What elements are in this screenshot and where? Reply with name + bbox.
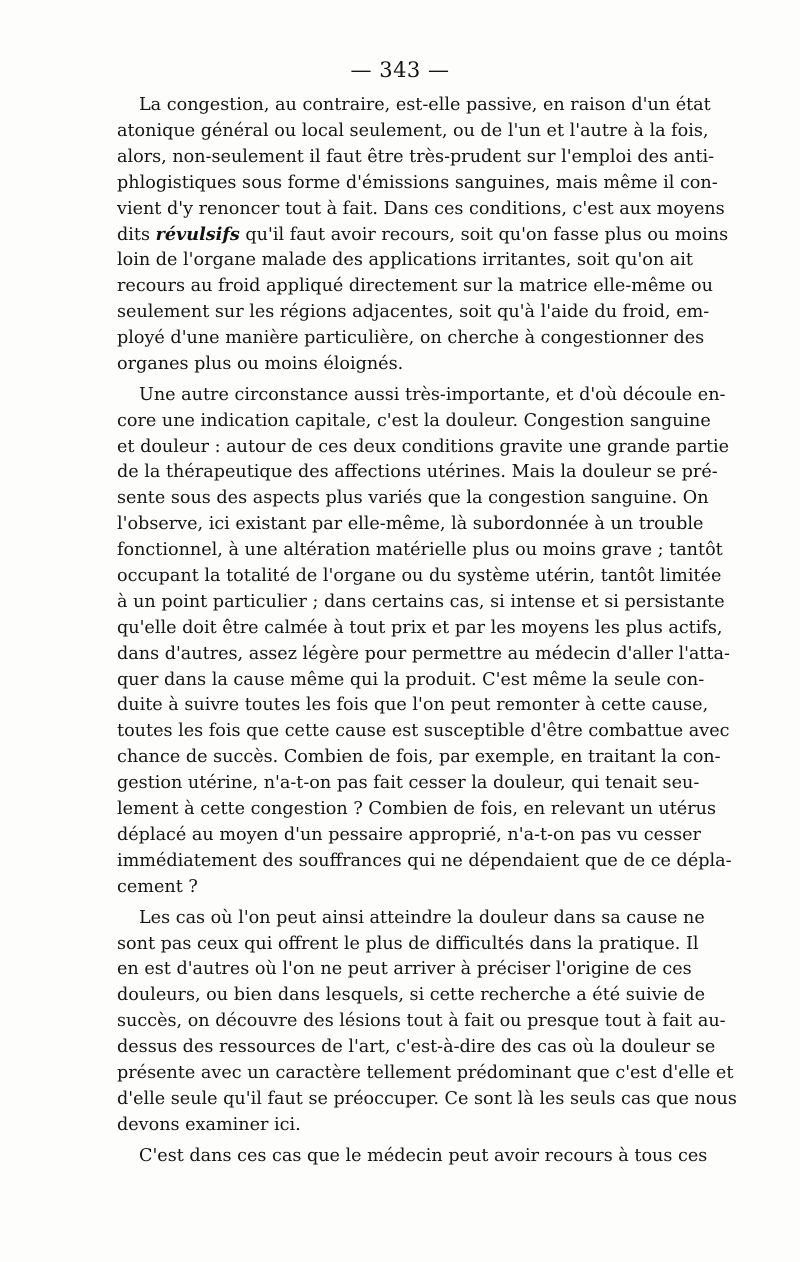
text-line: immédiatement des souffrances qui ne dépendaient que de ce dépla-	[117, 850, 732, 871]
text-line: duite à suivre toutes les fois que l'on peut remonter à cette cause,	[117, 695, 709, 716]
text-line: à un point particulier ; dans certains cas, si intense et si persistante	[117, 591, 725, 612]
text-line: chance de succès. Combien de fois, par exemple, en traitant la con-	[117, 747, 721, 768]
text-line: Une autre circonstance aussi très-importante, et d'où découle en-	[139, 384, 726, 405]
text-line: C'est dans ces cas que le médecin peut avoir recours à tous ces	[139, 1145, 708, 1166]
text-line: et douleur : autour de ces deux conditions gravite une grande partie	[117, 436, 730, 457]
text-line: gestion utérine, n'a-t-on pas fait cesser la douleur, qui tenait seu-	[117, 773, 700, 794]
text-line: quer dans la cause même qui la produit. C'est même la seule con-	[117, 669, 705, 690]
text-line: présente avec un caractère tellement prédominant que c'est d'elle et	[117, 1062, 734, 1083]
text-line: ployé d'une manière particulière, on cherche à congestionner des	[117, 328, 705, 349]
text-line: dessus des ressources de l'art, c'est-à-dire des cas où la douleur se	[117, 1037, 716, 1058]
text-line: en est d'autres où l'on ne peut arriver à préciser l'origine de ces	[117, 959, 692, 980]
text-line: d'elle seule qu'il faut se préoccuper. Ce sont là les seuls cas que nous	[117, 1088, 737, 1109]
text-line: dans d'autres, assez légère pour permettre au médecin d'aller l'atta-	[117, 643, 730, 664]
text-line: core une indication capitale, c'est la douleur. Congestion sanguine	[117, 410, 711, 431]
text-line: occupant la totalité de l'organe ou du système utérin, tantôt limitée	[117, 566, 722, 587]
page-number: — 343 —	[350, 58, 450, 82]
text-line: sont pas ceux qui offrent le plus de difficultés dans la pratique. Il	[117, 933, 699, 954]
text-line: toutes les fois que cette cause est susceptible d'être combattue avec	[117, 721, 730, 742]
emphasis: révulsifs	[155, 224, 240, 246]
text-line: cement ?	[117, 876, 198, 897]
paragraph	[117, 1144, 708, 1170]
text-line: vient d'y renoncer tout à fait. Dans ces conditions, c'est aux moyens	[117, 198, 725, 219]
text-line: Les cas où l'on peut ainsi atteindre la douleur dans sa cause ne	[139, 907, 705, 928]
text-line: loin de l'organe malade des applications irritantes, soit qu'on ait	[117, 250, 693, 271]
paragraph	[117, 383, 732, 901]
text-line: l'observe, ici existant par elle-même, là subordonnée à un trouble	[117, 514, 704, 535]
text-line: seulement sur les régions adjacentes, soit qu'à l'aide du froid, em-	[117, 302, 710, 323]
text-line: recours au froid appliqué directement sur la matrice elle-même ou	[117, 276, 713, 297]
text-line: douleurs, ou bien dans lesquels, si cette recherche a été suivie de	[117, 985, 706, 1006]
paragraph	[117, 906, 737, 1139]
text-line: organes plus ou moins éloignés.	[117, 353, 404, 374]
body-text	[117, 93, 737, 1170]
text-line: lement à cette congestion ? Combien de fois, en relevant un utérus	[117, 799, 716, 820]
text-line: phlogistiques sous forme d'émissions sanguines, mais même il con-	[117, 172, 718, 193]
text-line: fonctionnel, à une altération matérielle plus ou moins grave ; tantôt	[117, 540, 723, 561]
text-line: devons examiner ici.	[117, 1114, 301, 1135]
text-line: atonique général ou local seulement, ou de l'un et l'autre à la fois,	[117, 120, 709, 141]
text-line: dits révulsifs qu'il faut avoir recours, soit qu'on fasse plus ou moins	[117, 224, 729, 246]
text-line: qu'elle doit être calmée à tout prix et par les moyens les plus actifs,	[117, 617, 723, 638]
text-line: sente sous des aspects plus variés que la congestion sanguine. On	[117, 488, 709, 509]
text-line: déplacé au moyen d'un pessaire approprié, n'a-t-on pas vu cesser	[117, 824, 701, 845]
text-line: de la thérapeutique des affections utérines. Mais la douleur se pré-	[117, 462, 718, 483]
text-line: alors, non-seulement il faut être très-prudent sur l'emploi des anti-	[117, 146, 715, 167]
text-line: La congestion, au contraire, est-elle passive, en raison d'un état	[139, 95, 711, 115]
text-line: succès, on découvre des lésions tout à fait ou presque tout à fait au-	[117, 1011, 726, 1032]
paragraph	[117, 93, 729, 378]
